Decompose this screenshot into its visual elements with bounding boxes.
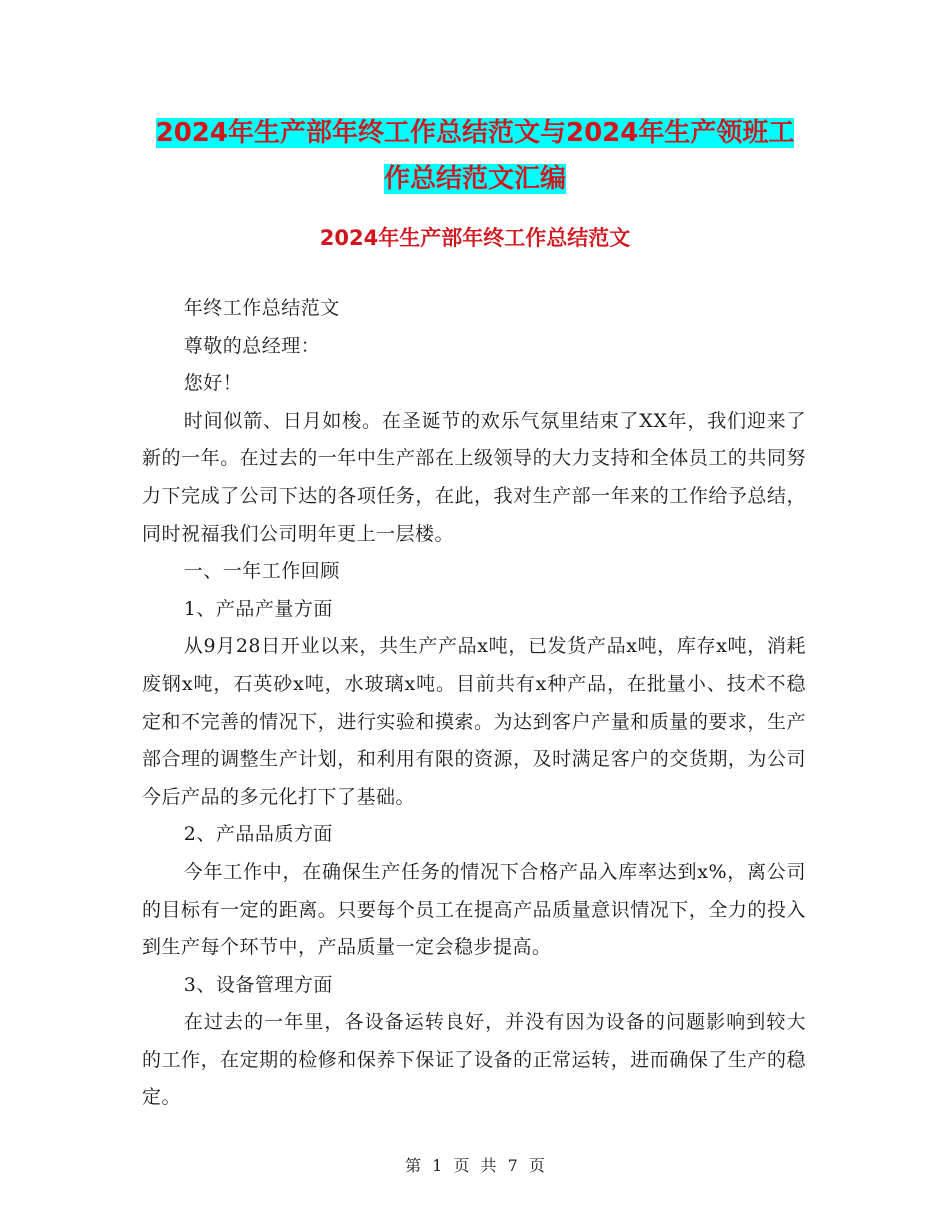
document-title-line-2: 作总结范文汇编	[383, 164, 566, 194]
paragraph: 1、产品产量方面	[183, 597, 333, 620]
paragraph: 3、设备管理方面	[183, 973, 333, 996]
paragraph: 在过去的一年里，各设备运转良好，并没有因为设备的问题影响到较大的工作，在定期的检修和保养下保证了设备的正常运转，进而确保了生产的稳定。	[142, 1011, 806, 1109]
paragraph: 时间似箭、日月如梭。在圣诞节的欢乐气氛里结束了XX年，我们迎来了新的一年。在过去的一年中生产部在上级领导的大力支持和全体员工的共同努力下完成了公司下达的各项任务，在此，我对生产部一年来的工作给予总结，同时祝福我们公司明年更上一层楼。	[142, 409, 806, 545]
document-title-line-1: 2024年生产部年终工作总结范文与2024年生产领班工	[155, 118, 795, 148]
paragraph: 您好！	[183, 372, 243, 395]
section-title: 2024年生产部年终工作总结范文	[319, 226, 631, 250]
page-footer: 第 1 页 共 7 页	[405, 1156, 545, 1175]
paragraph: 2、产品品质方面	[183, 823, 333, 846]
document-title	[0, 110, 950, 202]
paragraph: 尊敬的总经理：	[183, 334, 321, 357]
paragraph: 一、一年工作回顾	[183, 560, 340, 583]
paragraph: 今年工作中，在确保生产任务的情况下合格产品入库率达到x%，离公司的目标有一定的距离。只要每个员工在提高产品质量意识情况下，全力的投入到生产每个环节中，产品质量一定会稳步提高。	[142, 860, 806, 959]
document-body	[142, 290, 806, 1117]
paragraph: 从9月28日开业以来，共生产产品x吨，已发货产品x吨，库存x吨，消耗废钢x吨，石英砂x吨，水玻璃x吨。目前共有x种产品，在批量小、技术不稳定和不完善的情况下，进行实验和摸索。为达到客户产量和质量的要求，生产部合理的调整生产计划，和利用有限的资源，及时满足客户的交货期，为公司今后产品的多元化打下了基础。	[142, 635, 806, 808]
paragraph: 年终工作总结范文	[183, 297, 340, 319]
